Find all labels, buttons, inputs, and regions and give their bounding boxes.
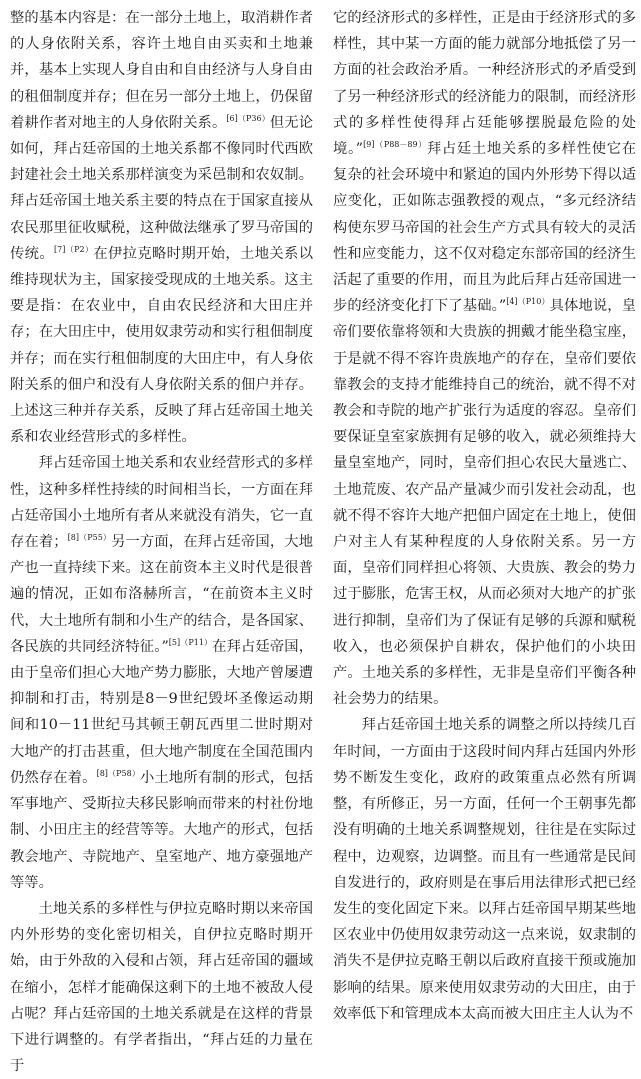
- body-text: 土地关系的多样性与伊拉克略时期以来帝国内外形势的变化密切相关，自伊拉克略时期开始，由于外敌的入侵和占领，拜占廷帝国的疆域在缩小，怎样才能确保这剩下的土地不被敌人侵占呢？拜占廷帝国的土地关系就是在这样的背景下进行调整的。有学者指出，“拜占廷的力量在于: [10, 900, 313, 1075]
- left-text-column: [10, 5, 314, 1075]
- body-text: 另一方面，在拜占廷帝国，大地产也一直持续下来。这在前资本主义时代是很普遍的情况，正如布洛赫所言，“在前资本主义时代，大土地所有制和小生产的结合，是各国家、各民族的共同经济特征。”: [10, 534, 314, 655]
- right-column-paragraph: [333, 712, 636, 1026]
- body-text: 小土地所有制的形式，包括军事地产、受斯拉夫移民影响而带来的村社份地制、小田庄主的经营等等。大地产的形式，包括教会地产、寺院地产、皇室地产、地方豪强地产等等。: [10, 769, 314, 891]
- body-text: 拜占廷帝国土地关系的调整之所以持续几百年时间，一方面由于这段时间内拜占廷国内外形势不断发生变化，政府的政策重点必然有所调整，有所修正，另一方面，任何一个王朝事先都没有明确的土地关系调整规划，往往是在实际过程中，边观察，边调整。而且有一些通常是民间自发进行的，政府则是在事后用法律形式把已经发生的变化固定下来。以拜占廷帝国早期某些地区农业中仍使用奴隶劳动这一点来说，奴隶制的消失不是伊拉克略王朝以后政府直接干预或施加影响的结果。原来使用奴隶劳动的大田庄，由于效率低下和管理成本太高而被大田庄主人认为不: [333, 717, 636, 1022]
- citation-reference: [8]（P55）: [67, 533, 112, 543]
- citation-reference: [8]（P58）: [96, 769, 140, 779]
- left-column-paragraph: [10, 5, 313, 450]
- body-text: 具体地说，皇帝们要依靠将领和大贵族的拥戴才能坐稳宝座，于是就不得不容许贵族地产的存在，皇帝们要依靠教会的支持才能维持自己的统治，就不得不对教会和寺院的地产扩张行为适度的容忍。皇帝们要保证皇室家族拥有足够的收入，就必须维持大量皇室地产，同时，皇帝们担心农民大量逃亡、土地荒废、农产品产量减少而引发社会动乱，也就不得不容许大地产把佃户固定在土地上，使佃户对主人有某种程度的人身依附关系。另一方面，皇帝们同样担心将领、大贵族、教会的势力过于膨胀，危害王权，从而必须对大地产的扩张进行抑制，皇帝们为了保证有足够的兵源和赋税收入，也必须保护自耕农，保护他们的小块田产。土地关系的多样性，无非是皇帝们平衡各种社会势力的结果。: [333, 298, 636, 708]
- body-text: 拜占廷土地关系的多样性使它在复杂的社会环境中和紧迫的国内外形势下得以适应变化，正如陈志强教授的观点，“多元经济结构使东罗马帝国的社会生产方式具有较大的灵活性和应变能力，这不仅对稳定东部帝国的经济生活起了重要的作用，而且为此后拜占廷帝国进一步的经济变化打下了基础。”: [333, 141, 636, 315]
- body-text: 整的基本内容是：在一部分土地上，取消耕作者的人身依附关系，容许土地自由买卖和土地兼并，基本上实现人身自由和自由经济与人身自由的租佃制度并存；但在另一部分土地上，仍保留着耕作者对地主的人身依附关系。: [10, 10, 313, 131]
- right-text-column: [333, 5, 636, 1022]
- right-column-paragraph: [333, 5, 636, 712]
- body-text: 在拜占廷帝国，由于皇帝们担心大地产势力膨胀，大地产曾屡遭抑制和打击，特别是8－9世纪毁坏圣像运动期间和10－11世纪马其顿王朝瓦西里二世时期对大地产的打击甚重，但大地产制度在全国范围内仍然存在着。: [10, 638, 313, 786]
- citation-reference: [5]（P11）: [168, 638, 213, 648]
- body-text: 它的经济形式的多样性，正是由于经济形式的多样性，其中某一方面的能力就部分地抵偿了另一方面的社会政治矛盾。一种经济形式的矛盾受到了另一种经济形式的经济能力的限制，而经济形式的多样性使得拜占廷能够摆脱最危险的处境。”: [333, 10, 636, 158]
- citation-reference: [7]（P2）: [54, 245, 94, 255]
- paper-page: [10, 5, 636, 1075]
- body-text: 但无论如何，拜占廷帝国的土地关系都不像同时代西欧封建社会土地关系那样演变为采邑制和农奴制。拜占廷帝国土地关系主要的特点在于国家直接从农民那里征收赋税，这种做法继承了罗马帝国的传统。: [10, 114, 313, 262]
- citation-reference: [4]（P10）: [506, 297, 550, 307]
- body-text: 在伊拉克略时期开始，土地关系以维持现状为主，国家接受现成的土地关系。这主要是指：在农业中，自由农民经济和大田庄并存；在大田庄中，使用奴隶劳动和实行租佃制度并存；而在实行租佃制度的大田庄中，有人身依附关系的佃户和没有人身依附关系的佃户并存。上述这三种并存关系，反映了拜占廷帝国土地关系和农业经营形式的多样性。: [10, 245, 314, 446]
- body-text: 拜占廷帝国土地关系和农业经营形式的多样性，这种多样性持续的时间相当长，一方面在拜占廷帝国小土地所有者从来就没有消失，它一直存在着；: [10, 455, 313, 551]
- left-column-paragraph: [10, 450, 313, 895]
- citation-reference: [6]（P36）: [226, 114, 270, 124]
- left-column-paragraph: [10, 896, 313, 1079]
- citation-reference: [9]（P88－89）: [363, 140, 427, 150]
